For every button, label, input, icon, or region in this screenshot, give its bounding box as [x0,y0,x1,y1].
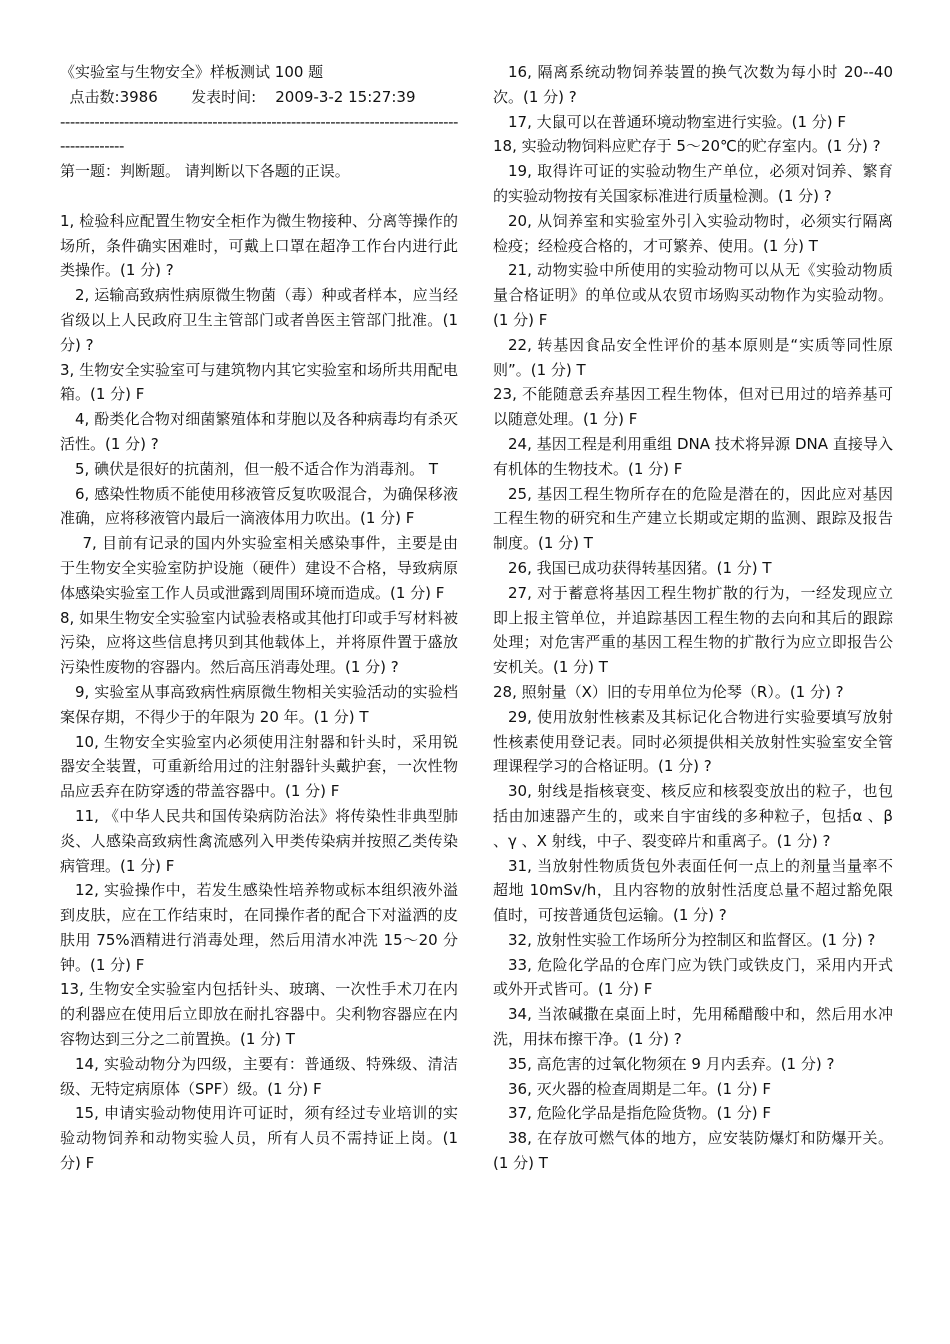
question-item: 27, 对于蓄意将基因工程生物扩散的行为，一经发现应立即上报主管单位，并追踪基因工程生物的去向和其后的跟踪处理；对危害严重的基因工程生物的扩散行为应立即报告公安机关。(1 分) T [493,583,893,677]
question-item: 1, 检验科应配置生物安全柜作为微生物接种、分离等操作的场所，条件确实困难时，可戴上口罩在超净工作台内进行此类操作。(1 分) ? [60,211,458,280]
question-item: 20, 从饲养室和实验室外引入实验动物时，必须实行隔离检疫；经检疫合格的，才可繁养、使用。(1 分) T [493,211,893,255]
question-item: 9, 实验室从事高致病性病原微生物相关实验活动的实验档案保存期，不得少于的年限为 20 年。(1 分) T [60,682,458,726]
question-item: 35, 高危害的过氧化物须在 9 月内丢弃。(1 分) ? [508,1054,835,1073]
left-column [60,60,458,1176]
question-item: 19, 取得许可证的实验动物生产单位，必须对饲养、繁育的实验动物按有关国家标准进行质量检测。(1 分) ? [493,162,893,205]
question-item: 14, 实验动物分为四级，主要有：普通级、特殊级、清洁级、无特定病原体（SPF）级。(1 分) F [60,1054,458,1098]
question-item: 22, 转基因食品安全性评价的基本原则是“实质等同性原则”。(1 分) T [493,335,893,379]
question-item: 5, 碘伏是很好的抗菌剂，但一般不适合作为消毒剂。 T [75,459,439,478]
question-item: 13, 生物安全实验室内包括针头、玻璃、一次性手术刀在内的利器应在使用后立即放在耐扎容器中。尖利物容器应在内容物达到三分之二前置换。(1 分) T [60,980,458,1049]
question-item: 10, 生物安全实验室内必须使用注射器和针头时，采用锐器安全装置，可重新给用过的注射器针头戴护套，一次性物品应丢弃在防穿透的带盖容器中。(1 分) F [60,732,458,801]
question-item: 15, 申请实验动物使用许可证时，须有经过专业培训的实验动物饲养和动物实验人员，所有人员不需持证上岗。(1 分) F [60,1104,458,1173]
question-item: 32, 放射性实验工作场所分为控制区和监督区。(1 分) ? [508,930,876,949]
question-item: 31, 当放射性物质货包外表面任何一点上的剂量当量率不超地 10mSv/h，且内容物的放射性活度总量不超过豁免限值时，可按普通货包运输。(1 分) ? [493,856,893,925]
question-item: 7, 目前有记录的国内外实验室相关感染事件，主要是由于生物安全实验室防护设施（硬件）建设不合格，导致病原体感染实验室工作人员或泄露到周围环境而造成。(1 分) F [60,534,458,602]
question-item: 3, 生物安全实验室可与建筑物内其它实验室和场所共用配电箱。(1 分) F [60,360,458,404]
question-item: 36, 灭火器的检查周期是二年。(1 分) F [508,1079,772,1098]
spacer [60,184,458,209]
question-item: 21, 动物实验中所使用的实验动物可以从无《实验动物质量合格证明》的单位或从农贸市场购买动物作为实验动物。(1 分) F [493,261,893,329]
question-item: 30, 射线是指核衰变、核反应和核裂变放出的粒子，也包括由加速器产生的，或来自宇宙线的多种粒子，包括α 、β 、γ 、X 射线，中子、裂变碎片和重离子。(1 分) ? [493,782,893,850]
question-item: 8, 如果生物安全实验室内试验表格或其他打印或手写材料被污染，应将这些信息拷贝到其他载体上，并将原件置于盛放污染性废物的容器内。然后高压消毒处理。(1 分) ? [60,608,458,677]
question-item: 29, 使用放射性核素及其标记化合物进行实验要填写放射性核素使用登记表。同时必须提供相关放射性实验室安全管理课程学习的合格证明。(1 分) ? [493,707,893,776]
question-item: 24, 基因工程是利用重组 DNA 技术将异源 DNA 直接导入有机体的生物技术。(1 分) F [493,434,893,478]
question-item: 26, 我国已成功获得转基因猪。(1 分) T [508,558,772,577]
question-item: 2, 运输高致病性病原微生物菌（毒）种或者样本，应当经省级以上人民政府卫生主管部门或者兽医主管部门批准。(1 分) ? [60,286,458,354]
question-item: 12, 实验操作中，若发生感染性培养物或标本组织液外溢到皮肤，应在工作结束时，在同操作者的配合下对溢洒的皮肤用 75%酒精进行消毒处理，然后用清水冲洗 15～20 分钟。(1 分) F [60,881,458,974]
question-item: 6, 感染性物质不能使用移液管反复吹吸混合，为确保移液准确，应将移液管内最后一滴液体用力吹出。(1 分) F [60,484,458,528]
question-item: 38, 在存放可燃气体的地方，应安装防爆灯和防爆开关。(1 分) T [493,1129,893,1173]
document-title: 《实验室与生物安全》样板测试 100 题 [60,63,324,81]
right-column [493,60,893,1176]
question-item: 25, 基因工程生物所存在的危险是潜在的，因此应对基因工程生物的研究和生产建立长期或定期的监测、跟踪及报告制度。(1 分) T [493,484,893,553]
question-item: 37, 危险化学品是指危险货物。(1 分) F [508,1104,772,1123]
question-item: 23, 不能随意丢弃基因工程生物体，但对已用过的培养基可以随意处理。(1 分) F [493,385,893,429]
question-item: 16, 隔离系统动物饲养装置的换气次数为每小时 20--40 次。(1 分) ? [493,63,893,106]
divider-line: ---------------------------------------------------------------------------------------------- [60,112,458,156]
question-item: 4, 酚类化合物对细菌繁殖体和芽胞以及各种病毒均有杀灭活性。(1 分) ? [60,410,458,453]
question-item: 11, 《中华人民共和国传染病防治法》将传染性非典型肺炎、人感染高致病性禽流感列入甲类传染病并按照乙类传染病管理。(1 分) F [60,806,458,875]
question-item: 34, 当浓碱撒在桌面上时，先用稀醋酸中和，然后用水冲洗，用抹布擦干净。(1 分) ? [493,1005,893,1049]
document-meta: 点击数:3986 发表时间: 2009-3-2 15:27:39 [60,87,416,106]
section-heading: 第一题：判断题。 请判断以下各题的正误。 [60,162,350,181]
question-item: 18, 实验动物饲料应贮存于 5～20℃的贮存室内。(1 分) ? [493,137,881,156]
question-item: 17, 大鼠可以在普通环境动物室进行实验。(1 分) F [508,112,847,131]
question-item: 33, 危险化学品的仓库门应为铁门或铁皮门，采用内开式或外开式皆可。(1 分) F [493,955,893,999]
question-item: 28, 照射量（X）旧的专用单位为伦琴（R）。(1 分) ? [493,682,844,701]
